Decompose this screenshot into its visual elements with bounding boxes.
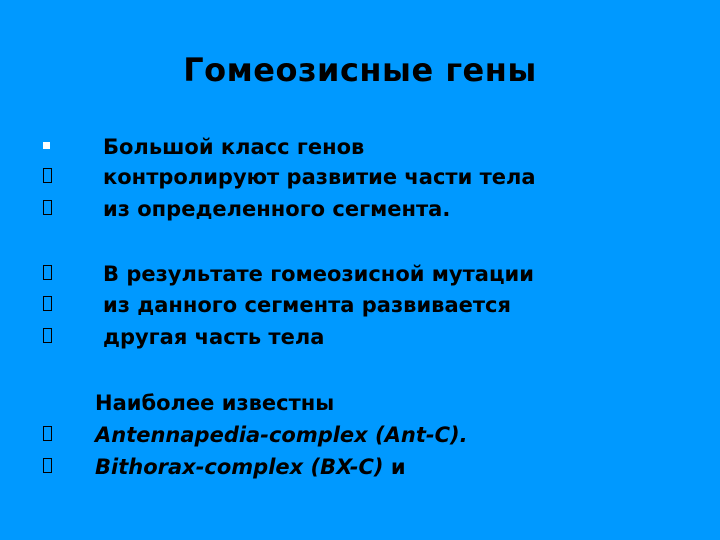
bullet-line [0, 322, 720, 352]
body-text: контролируют развитие части тела [103, 165, 536, 189]
body-text: Большой класс генов [103, 135, 365, 159]
text-line [0, 388, 720, 418]
bullet-line [0, 132, 720, 162]
body-text: Antennapedia-complex (Ant-C). [95, 423, 468, 447]
slide-title: Гомеозисные гены [183, 51, 537, 89]
bullet-line [0, 162, 720, 192]
body-text: Наиболее известны [95, 391, 335, 415]
bullet-line [0, 290, 720, 320]
body-text: В результате гомеозисной мутации [103, 262, 534, 286]
missing-glyph-icon [39, 194, 59, 224]
bullet-line [0, 194, 720, 224]
missing-glyph-icon [39, 290, 59, 320]
bullet-line [0, 259, 720, 289]
body-text: Bithorax-complex (BX-C) [95, 455, 384, 479]
missing-glyph-icon [39, 420, 59, 450]
missing-glyph-icon [39, 162, 59, 192]
body-text: другая часть тела [103, 325, 325, 349]
body-text: из определенного сегмента. [103, 197, 451, 221]
body-text: из данного сегмента развивается [103, 293, 511, 317]
bullet-line [0, 452, 720, 482]
body-text-group [95, 452, 406, 482]
missing-glyph-icon [39, 259, 59, 289]
missing-glyph-icon [39, 452, 59, 482]
square-bullet-icon [39, 132, 59, 162]
body-text: и [383, 455, 406, 479]
missing-glyph-icon [39, 322, 59, 352]
bullet-line [0, 420, 720, 450]
